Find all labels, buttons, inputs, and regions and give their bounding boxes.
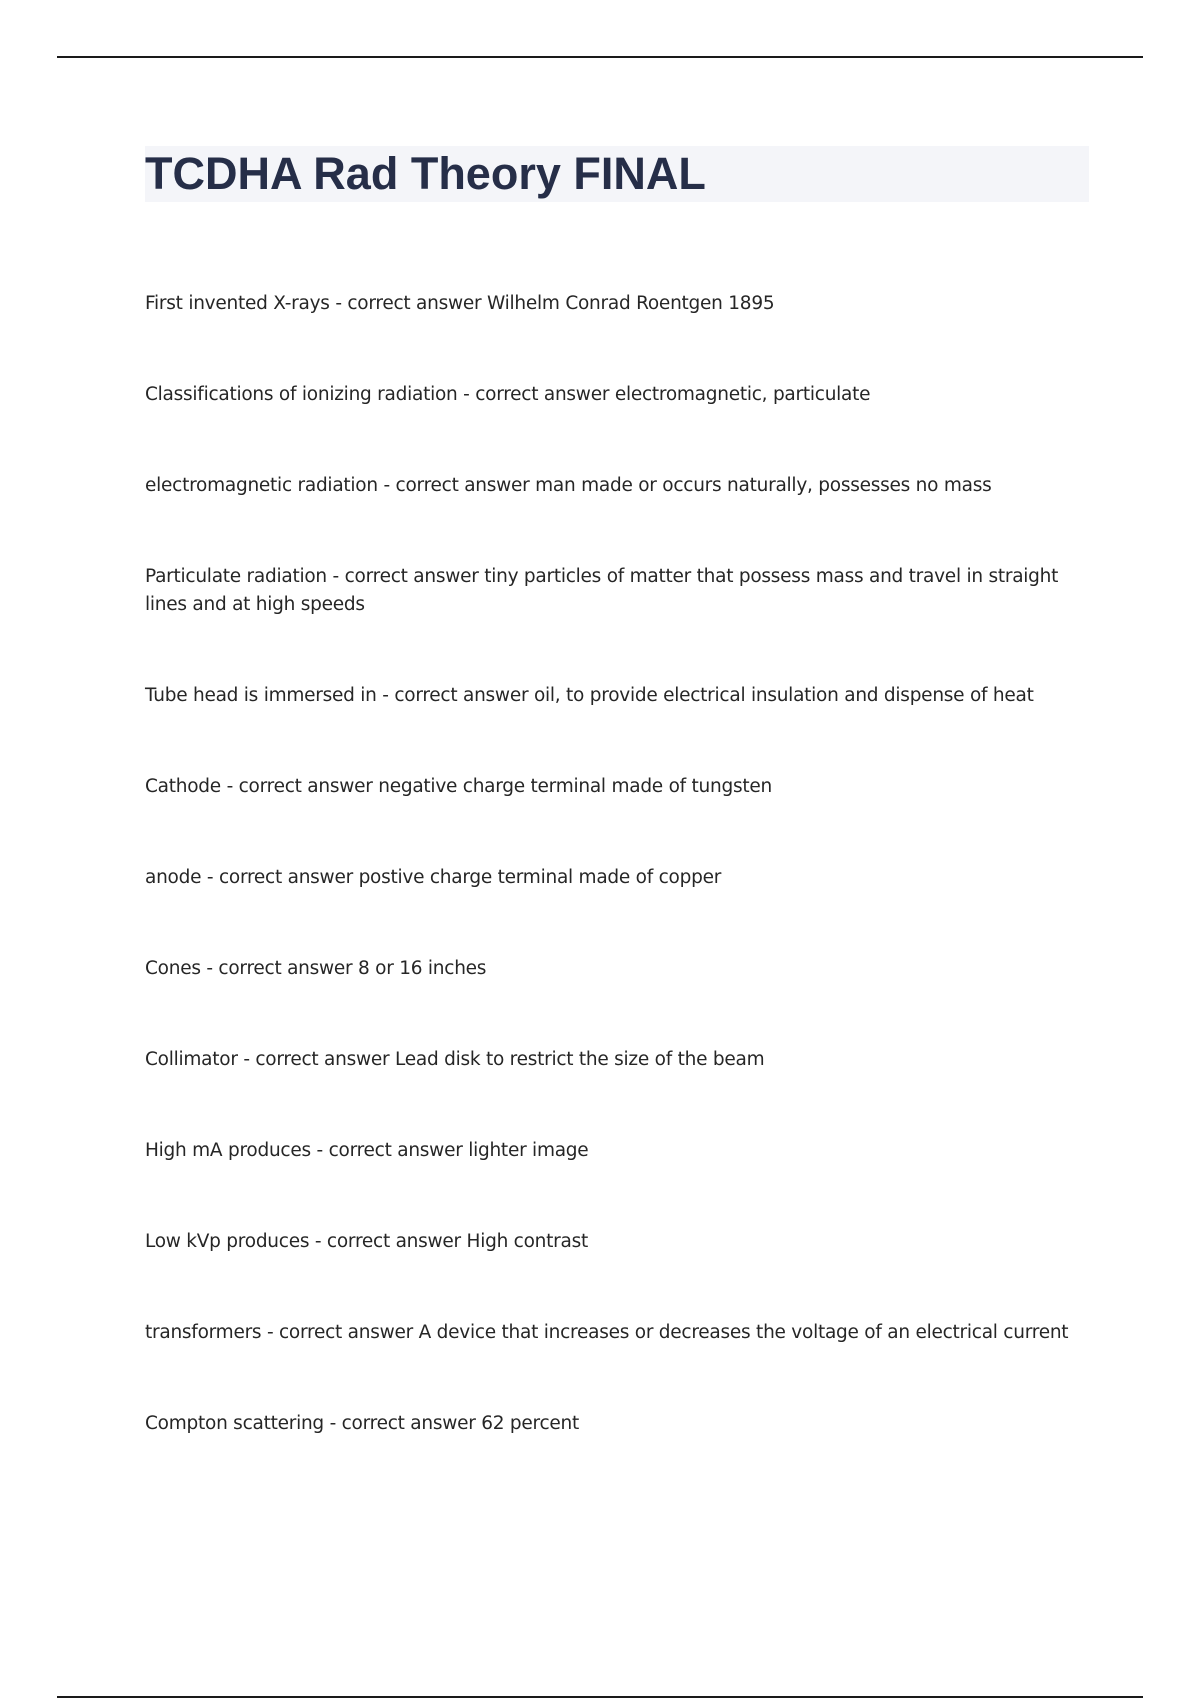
page-title: TCDHA Rad Theory FINAL — [145, 148, 706, 199]
flashcard-answer: Wilhelm Conrad Roentgen 1895 — [487, 293, 775, 314]
flashcard-list — [145, 290, 1085, 1438]
answer-separator: - correct answer — [200, 958, 359, 979]
flashcard-item — [145, 1046, 1085, 1074]
flashcard-item — [145, 472, 1085, 500]
flashcard-term: Compton scattering — [145, 1413, 324, 1434]
flashcard-answer: 62 percent — [481, 1413, 580, 1434]
flashcard-item — [145, 682, 1085, 710]
flashcard-term: anode — [145, 867, 202, 888]
flashcard-term: Particulate radiation — [145, 566, 327, 587]
top-divider — [57, 56, 1143, 58]
flashcard-term: First invented X-rays — [145, 293, 330, 314]
flashcard-answer: A device that increases or decreases the voltage of an electrical current — [418, 1322, 1069, 1343]
flashcard-item — [145, 1228, 1085, 1256]
answer-separator: - correct answer — [326, 566, 485, 587]
answer-separator: - correct answer — [329, 293, 487, 314]
answer-separator: - correct answer — [323, 1413, 482, 1434]
flashcard-answer: lighter image — [468, 1140, 589, 1161]
answer-separator: - correct answer — [376, 685, 534, 706]
flashcard-item — [145, 773, 1085, 801]
flashcard-term: Classifications of ionizing radiation — [145, 384, 458, 405]
flashcard-item — [145, 864, 1085, 892]
answer-separator: - correct answer — [220, 776, 379, 797]
answer-separator: - correct answer — [261, 1322, 419, 1343]
flashcard-term: Cathode — [145, 776, 221, 797]
answer-separator: - correct answer — [237, 1049, 395, 1070]
flashcard-answer: electromagnetic, particulate — [614, 384, 871, 405]
flashcard-item — [145, 955, 1085, 983]
flashcard-term: Tube head is immersed in — [145, 685, 377, 706]
flashcard-term: transformers — [145, 1322, 262, 1343]
flashcard-term: Collimator — [145, 1049, 238, 1070]
flashcard-item — [145, 290, 1085, 318]
flashcard-term: Cones — [145, 958, 201, 979]
flashcard-answer: negative charge terminal made of tungsten — [378, 776, 772, 797]
flashcard-term: Low kVp produces — [145, 1231, 310, 1252]
flashcard-item — [145, 1319, 1085, 1347]
answer-separator: - correct answer — [457, 384, 615, 405]
flashcard-answer: tiny particles of matter that possess mass and travel in straight lines and at high speeds — [145, 566, 1059, 615]
answer-separator: - correct answer — [377, 475, 536, 496]
flashcard-answer: oil, to provide electrical insulation and dispense of heat — [533, 685, 1034, 706]
flashcard-item — [145, 563, 1085, 619]
flashcard-answer: 8 or 16 inches — [358, 958, 487, 979]
flashcard-answer: High contrast — [466, 1231, 588, 1252]
answer-separator: - correct answer — [310, 1140, 469, 1161]
bottom-divider — [57, 1696, 1143, 1698]
flashcard-item — [145, 381, 1085, 409]
flashcard-term: electromagnetic radiation — [145, 475, 378, 496]
answer-separator: - correct answer — [201, 867, 359, 888]
flashcard-term: High mA produces — [145, 1140, 311, 1161]
flashcard-answer: postive charge terminal made of copper — [358, 867, 722, 888]
flashcard-item — [145, 1137, 1085, 1165]
flashcard-item — [145, 1410, 1085, 1438]
answer-separator: - correct answer — [309, 1231, 467, 1252]
flashcard-answer: Lead disk to restrict the size of the beam — [395, 1049, 765, 1070]
flashcard-answer: man made or occurs naturally, possesses no mass — [535, 475, 992, 496]
